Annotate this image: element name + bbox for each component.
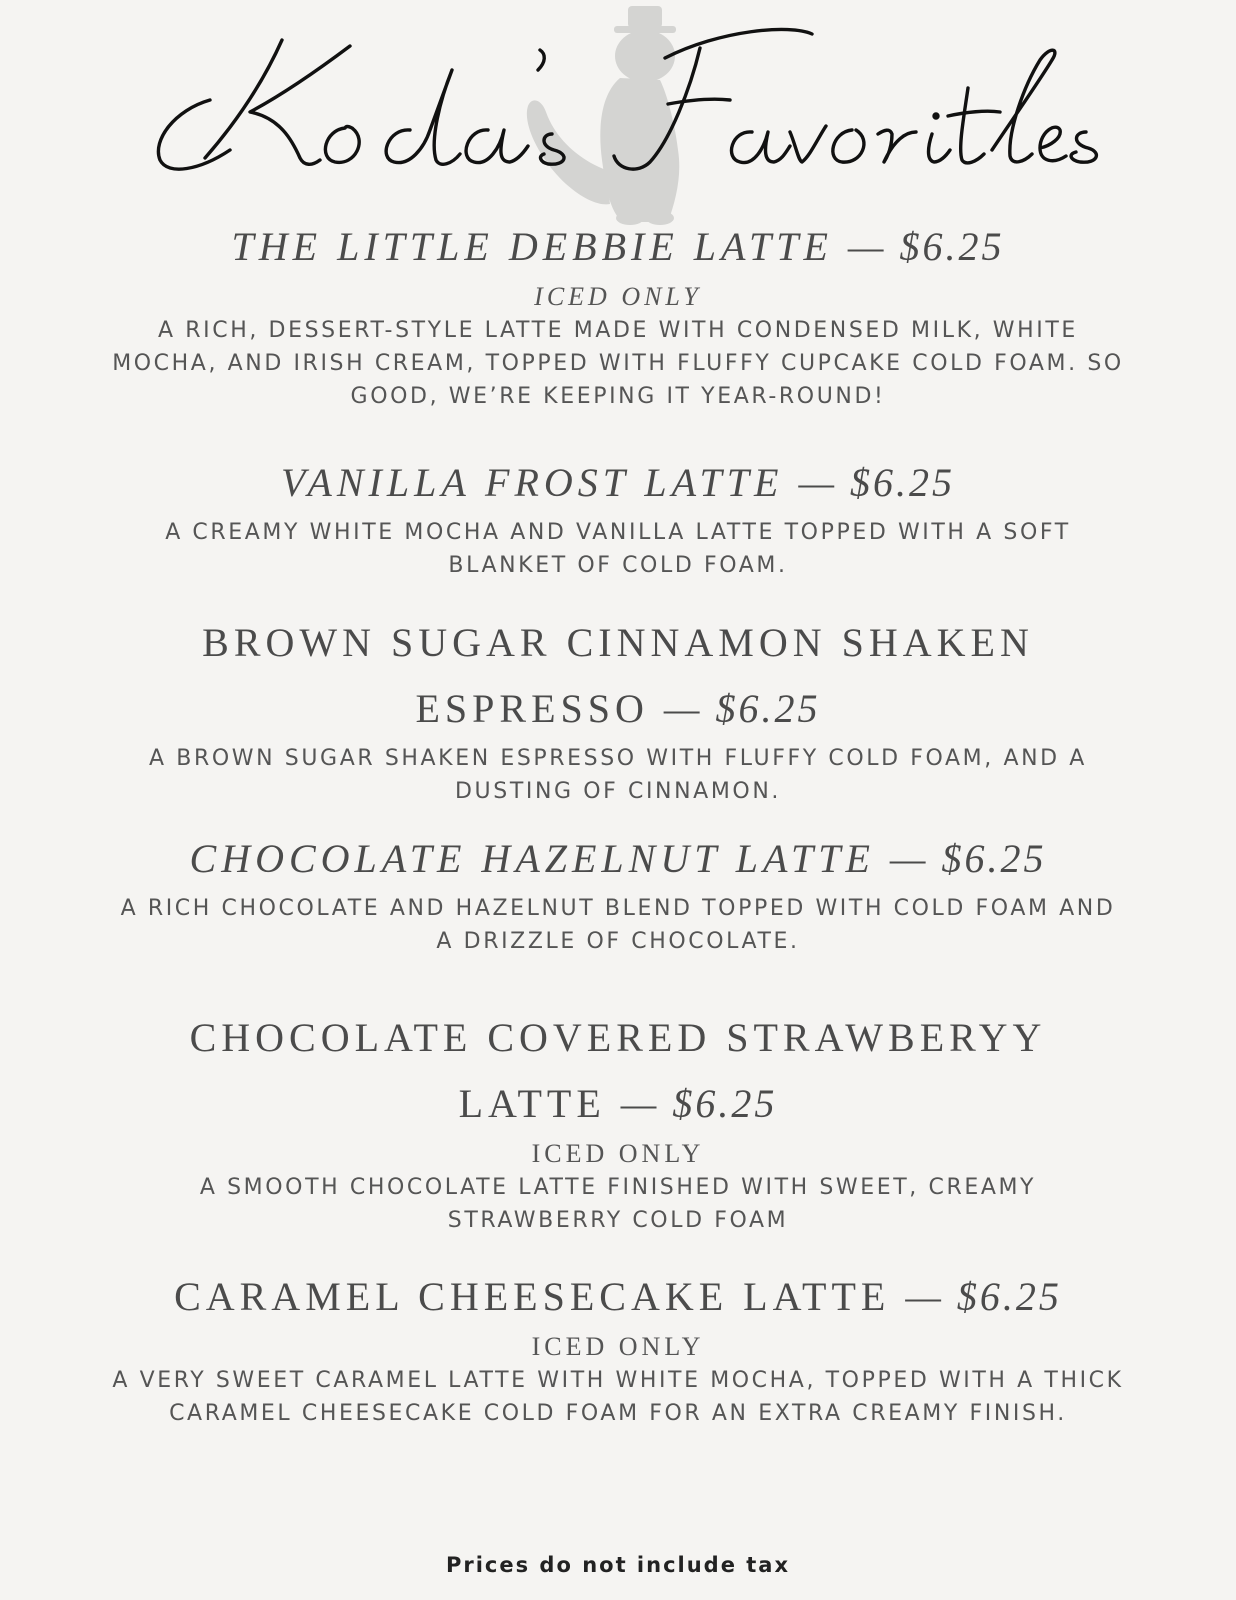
item-price: — $6.25 xyxy=(905,1274,1062,1319)
item-title-line-2 xyxy=(90,1071,1146,1137)
item-price: — $6.25 xyxy=(663,686,821,731)
item-title xyxy=(90,450,1146,516)
item-description: A CREAMY WHITE MOCHA AND VANILLA LATTE TOPPED WITH A SOFT BLANKET OF COLD FOAM. xyxy=(165,520,1071,578)
item-note: ICED ONLY xyxy=(534,282,702,311)
item-description: A RICH CHOCOLATE AND HAZELNUT BLEND TOPPED WITH COLD FOAM AND A DRIZZLE OF CHOCOLATE. xyxy=(120,896,1116,954)
item-price: — $6.25 xyxy=(620,1081,778,1126)
item-description: A RICH, DESSERT-STYLE LATTE MADE WITH CONDENSED MILK, WHITE MOCHA, AND IRISH CREAM, TOPPED WITH FLUFFY CUPCAKE COLD FOAM. SO GOOD, WE’RE KEEPING IT YEAR-ROUND! xyxy=(112,318,1124,409)
header-logo xyxy=(0,0,1236,240)
script-title-logo xyxy=(0,0,1236,240)
item-title xyxy=(90,826,1146,892)
menu-item-caramel-cheesecake xyxy=(90,1264,1146,1430)
item-title-line-1: CHOCOLATE COVERED STRAWBERYY xyxy=(189,1015,1047,1060)
item-title-line-2 xyxy=(90,676,1146,742)
menu-item-brown-sugar-shaken-espresso xyxy=(90,610,1146,808)
item-price: — $6.25 xyxy=(889,836,1047,881)
item-name: LATTE xyxy=(458,1081,606,1126)
item-note: ICED ONLY xyxy=(531,1139,705,1168)
tax-notice: Prices do not include tax xyxy=(445,1553,791,1577)
item-name: ESPRESSO xyxy=(415,686,649,731)
item-name: THE LITTLE DEBBIE LATTE xyxy=(231,224,833,269)
menu-item-vanilla-frost xyxy=(90,450,1146,582)
item-description: A BROWN SUGAR SHAKEN ESPRESSO WITH FLUFFY COLD FOAM, AND A DUSTING OF CINNAMON. xyxy=(149,746,1087,804)
item-title xyxy=(90,214,1146,280)
menu-item-chocolate-covered-strawberry xyxy=(90,1005,1146,1237)
item-title xyxy=(90,1264,1146,1330)
item-note: ICED ONLY xyxy=(531,1332,705,1361)
item-description: A SMOOTH CHOCOLATE LATTE FINISHED WITH SWEET, CREAMY STRAWBERRY COLD FOAM xyxy=(199,1175,1037,1233)
item-price: — $6.25 xyxy=(798,460,956,505)
item-price: — $6.25 xyxy=(847,224,1005,269)
item-name: CARAMEL CHEESECAKE LATTE xyxy=(174,1274,891,1319)
dog-mascot-icon xyxy=(527,6,679,225)
item-name: CHOCOLATE HAZELNUT LATTE xyxy=(189,836,875,881)
menu-item-little-debbie xyxy=(90,214,1146,413)
item-description: A VERY SWEET CARAMEL LATTE WITH WHITE MOCHA, TOPPED WITH A THICK CARAMEL CHEESECAKE COLD FOAM FOR AN EXTRA CREAMY FINISH. xyxy=(112,1368,1124,1426)
item-name: VANILLA FROST LATTE xyxy=(280,460,784,505)
item-title-line-1: BROWN SUGAR CINNAMON SHAKEN xyxy=(202,620,1034,665)
menu-item-chocolate-hazelnut xyxy=(90,826,1146,958)
